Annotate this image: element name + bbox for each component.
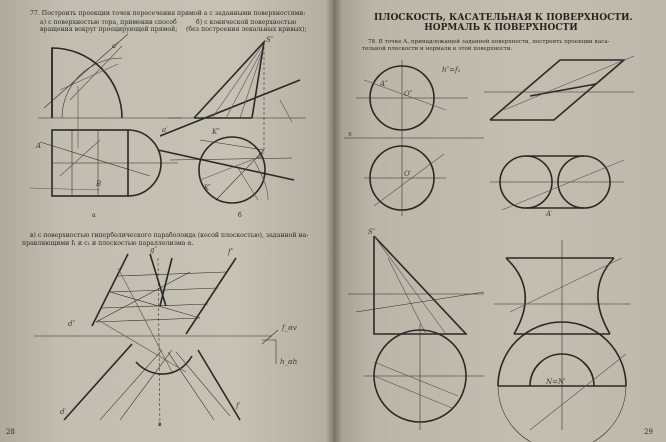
mark-f1: f′ [236,402,241,410]
mark-O2: O″ [404,90,413,98]
mark-d2: d″ [68,320,76,328]
problem-77a-line1: а) с поверхностью тора, применив способ [40,19,177,26]
mark-a1: a′ [162,126,168,134]
page-number-left: 28 [6,428,15,436]
mark-A: A [36,142,42,150]
problem-77b-line1: б) с конической поверхностью [196,19,297,26]
section-title-line2: НОРМАЛЬ К ПОВЕРХНОСТИ [424,23,578,33]
figure-v-paraboloid [34,254,278,428]
problem-77a-line2: вращения вокруг проецирующей прямой; [40,26,178,33]
page-number-right: 29 [644,428,653,436]
problem-78-line1: 78. В точке A, принадлежащей заданной поверхности, построить проекции каса- [368,39,610,45]
caption-b: б [238,212,242,219]
section-title-line1: ПЛОСКОСТЬ, КАСАТЕЛЬНАЯ К ПОВЕРХНОСТИ. [374,13,633,23]
mark-N: N=N′ [546,378,566,386]
mark-x: x [348,130,352,138]
mark-d1: d′ [60,408,67,416]
mark-K2: K″ [212,128,220,136]
mark-fpa: f_αv [282,324,297,332]
figure-hyperboloid [494,240,630,442]
mark-K1: K′ [204,184,211,192]
figure-a-torus [30,34,182,196]
figure-sphere [344,60,484,216]
mark-O1: O′ [404,170,412,178]
mark-hpa: h_αh [280,358,298,366]
mark-S2: S″ [368,228,376,236]
mark-S2: S″ [266,36,274,44]
figure-b-cone [158,42,306,203]
mark-A2: A″ [380,80,388,88]
problem-77-heading: 77. Построить проекции точек пересечения прямой a с заданными поверхностями: [30,10,306,17]
right-page [334,0,666,442]
caption-v: в [158,421,162,428]
caption-a: а [92,212,96,219]
mark-a2: a″ [112,42,119,50]
book-gutter [326,0,342,442]
figure-cylinder [484,56,634,210]
mark-f2: f″ [228,248,234,256]
drawings-right [334,0,666,442]
problem-77v-line1: в) с поверхностью гиперболического параболоида (косой плоскостью), заданной на- [30,232,309,239]
mark-g2: g″ [150,246,158,254]
problem-77b-line2: (без построения лекальных кривых); [186,26,307,33]
problem-78-line2: тельной плоскости и нормали к этой поверхности. [362,46,513,52]
mark-B: B [96,180,102,188]
figure-cone [348,236,484,430]
mark-S1: S′ [258,152,265,160]
mark-A1: A′ [546,210,553,218]
mark-h: h″=f₁ [442,66,461,74]
problem-77v-line2: правляющими f₁ и c₁ и плоскостью параллелизма α. [22,240,194,247]
